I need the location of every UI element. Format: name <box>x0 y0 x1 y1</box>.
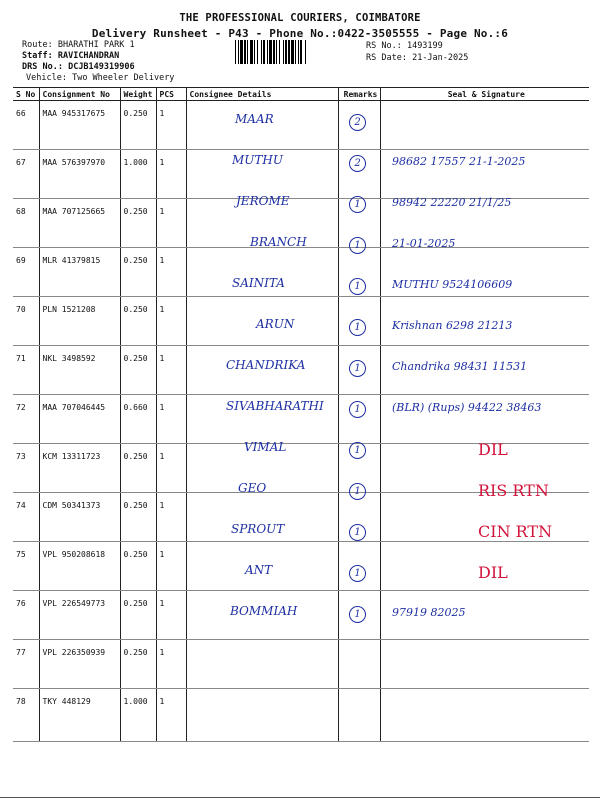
row-consignment-no: VPL 950208618 <box>39 542 120 591</box>
consignee-handwritten-name: BOMMIAH <box>230 604 298 618</box>
row-sno: 78 <box>13 689 39 742</box>
consignee-handwritten-name: BRANCH <box>250 235 307 249</box>
row-pcs: 1 <box>156 591 186 640</box>
remark-circled-number: 1 <box>349 319 366 336</box>
vehicle-line <box>26 73 174 84</box>
table-row <box>13 101 589 150</box>
remark-circled-number: 1 <box>349 196 366 213</box>
row-sno: 72 <box>13 395 39 444</box>
staff-line <box>22 51 119 62</box>
row-pcs: 1 <box>156 248 186 297</box>
row-weight: 0.250 <box>120 493 156 542</box>
row-sno: 69 <box>13 248 39 297</box>
remark-circled-number: 1 <box>349 524 366 541</box>
delivery-status-mark: CIN RTN <box>478 522 553 541</box>
row-pcs: 1 <box>156 640 186 689</box>
rs-no-line <box>366 41 443 52</box>
route-label: Route: <box>22 40 53 50</box>
rs-date-label: RS Date: <box>366 53 407 63</box>
row-weight: 0.250 <box>120 444 156 493</box>
table-row <box>13 640 589 689</box>
staff-label: Staff: <box>22 51 53 61</box>
row-weight: 0.250 <box>120 297 156 346</box>
row-weight: 0.250 <box>120 346 156 395</box>
row-sno: 66 <box>13 101 39 150</box>
row-sno: 75 <box>13 542 39 591</box>
drs-line <box>22 62 135 73</box>
runsheet-table <box>13 87 589 742</box>
row-remarks <box>338 689 380 742</box>
consignee-handwritten-name: JEROME <box>236 194 290 208</box>
consignee-handwritten-name: ANT <box>245 563 273 577</box>
row-weight: 0.250 <box>120 199 156 248</box>
row-consignment-no: MAA 707046445 <box>39 395 120 444</box>
row-consignment-no: KCM 13311723 <box>39 444 120 493</box>
row-sno: 70 <box>13 297 39 346</box>
row-consignee <box>186 689 338 742</box>
rs-date-value: 21-Jan-2025 <box>412 53 469 63</box>
route-value: BHARATHI PARK 1 <box>57 40 135 50</box>
signature-handwriting: Chandrika 98431 11531 <box>392 360 528 373</box>
table-header-row <box>13 88 589 101</box>
remark-circled-number: 1 <box>349 483 366 500</box>
row-weight: 0.250 <box>120 248 156 297</box>
signature-handwriting: 98942 22220 21/1/25 <box>392 196 512 209</box>
rs-no-label: RS No.: <box>366 41 402 51</box>
consignee-handwritten-name: SPROUT <box>231 522 285 536</box>
vehicle-value: Two Wheeler Delivery <box>72 73 175 83</box>
signature-handwriting: Krishnan 6298 21213 <box>392 319 513 332</box>
row-consignment-no: MAA 945317675 <box>39 101 120 150</box>
row-consignee <box>186 640 338 689</box>
row-pcs: 1 <box>156 346 186 395</box>
row-signature <box>380 101 589 150</box>
signature-handwriting: MUTHU 9524106609 <box>392 278 513 291</box>
remark-circled-number: 2 <box>349 114 366 131</box>
row-consignment-no: MLR 41379815 <box>39 248 120 297</box>
remark-circled-number: 1 <box>349 278 366 295</box>
row-signature <box>380 689 589 742</box>
row-weight: 1.000 <box>120 150 156 199</box>
col-signature: Seal & Signature <box>380 88 589 101</box>
consignee-handwritten-name: MAAR <box>235 112 274 126</box>
row-sno: 74 <box>13 493 39 542</box>
row-pcs: 1 <box>156 542 186 591</box>
col-consignee: Consignee Details <box>186 88 338 101</box>
row-pcs: 1 <box>156 150 186 199</box>
row-pcs: 1 <box>156 689 186 742</box>
row-weight: 0.250 <box>120 591 156 640</box>
row-pcs: 1 <box>156 444 186 493</box>
row-sno: 68 <box>13 199 39 248</box>
rs-date-line <box>366 53 468 64</box>
col-weight: Weight <box>120 88 156 101</box>
runsheet-subtitle: Delivery Runsheet - P43 - Phone No.:0422-3505555 - Page No.:6 <box>91 27 509 40</box>
table-row <box>13 689 589 742</box>
staff-value: RAVICHANDRAN <box>57 51 120 61</box>
remark-circled-number: 2 <box>349 155 366 172</box>
row-remarks <box>338 640 380 689</box>
col-sno: S No <box>13 88 39 101</box>
row-pcs: 1 <box>156 199 186 248</box>
row-pcs: 1 <box>156 101 186 150</box>
remark-circled-number: 1 <box>349 237 366 254</box>
row-consignment-no: VPL 226549773 <box>39 591 120 640</box>
barcode <box>233 40 355 64</box>
row-consignment-no: VPL 226350939 <box>39 640 120 689</box>
row-pcs: 1 <box>156 395 186 444</box>
signature-handwriting: 98682 17557 21-1-2025 <box>392 155 526 168</box>
vehicle-label: Vehicle: <box>26 73 67 83</box>
delivery-status-mark: DIL <box>478 563 508 582</box>
page-bottom-rule <box>0 797 600 798</box>
remark-circled-number: 1 <box>349 442 366 459</box>
consignee-handwritten-name: VIMAL <box>244 440 287 454</box>
row-consignment-no: CDM 50341373 <box>39 493 120 542</box>
row-signature <box>380 640 589 689</box>
delivery-status-mark: RIS RTN <box>478 481 549 500</box>
signature-handwriting: 97919 82025 <box>392 606 466 619</box>
signature-handwriting: 21-01-2025 <box>392 237 456 250</box>
row-pcs: 1 <box>156 297 186 346</box>
row-pcs: 1 <box>156 493 186 542</box>
delivery-status-mark: DIL <box>478 440 508 459</box>
col-consignment: Consignment No <box>39 88 120 101</box>
remark-circled-number: 1 <box>349 360 366 377</box>
row-sno: 71 <box>13 346 39 395</box>
row-weight: 0.660 <box>120 395 156 444</box>
row-sno: 77 <box>13 640 39 689</box>
remark-circled-number: 1 <box>349 606 366 623</box>
row-weight: 0.250 <box>120 542 156 591</box>
row-consignment-no: PLN 1521208 <box>39 297 120 346</box>
table-row <box>13 591 589 640</box>
remark-circled-number: 1 <box>349 565 366 582</box>
consignee-handwritten-name: ARUN <box>256 317 295 331</box>
rs-no-value: 1493199 <box>406 41 443 51</box>
row-sno: 76 <box>13 591 39 640</box>
row-consignment-no: MAA 576397970 <box>39 150 120 199</box>
row-sno: 73 <box>13 444 39 493</box>
consignee-handwritten-name: CHANDRIKA <box>226 358 306 372</box>
row-weight: 0.250 <box>120 640 156 689</box>
col-remarks: Remarks <box>338 88 380 101</box>
drs-value: DCJB149319906 <box>68 62 135 72</box>
company-title: THE PROFESSIONAL COURIERS, COIMBATORE <box>179 12 421 24</box>
row-consignment-no: MAA 707125665 <box>39 199 120 248</box>
row-consignment-no: TKY 448129 <box>39 689 120 742</box>
drs-label: DRS No.: <box>22 62 63 72</box>
row-weight: 0.250 <box>120 101 156 150</box>
consignee-handwritten-name: MUTHU <box>232 153 283 167</box>
remark-circled-number: 1 <box>349 401 366 418</box>
signature-handwriting: (BLR) (Rups) 94422 38463 <box>392 401 542 414</box>
col-pcs: PCS <box>156 88 186 101</box>
row-consignment-no: NKL 3498592 <box>39 346 120 395</box>
consignee-handwritten-name: GEO <box>238 481 267 495</box>
row-weight: 1.000 <box>120 689 156 742</box>
route-line <box>22 40 135 51</box>
consignee-handwritten-name: SIVABHARATHI <box>226 399 324 413</box>
row-sno: 67 <box>13 150 39 199</box>
consignee-handwritten-name: SAINITA <box>232 276 285 290</box>
